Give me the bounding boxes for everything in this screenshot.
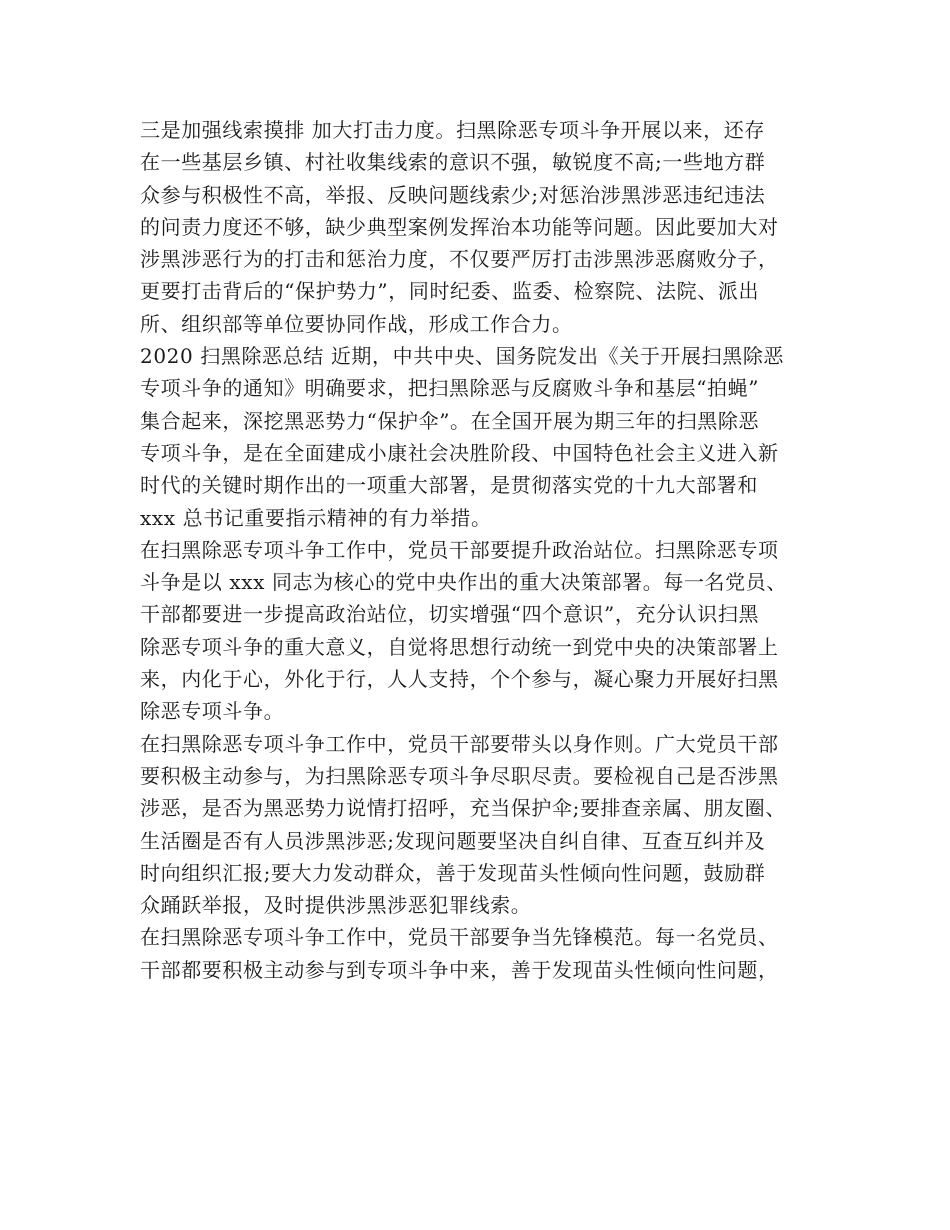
- text-line: xxx 总书记重要指示精神的有力举措。: [140, 505, 492, 530]
- text-line: 来，内化于心，外化于行，人人支持，个个参与，凝心聚力开展好扫黑: [140, 667, 779, 692]
- text-line: 专项斗争，是在全面建成小康社会决胜阶段、中国特色社会主义进入新: [140, 440, 779, 465]
- text-line: 涉黑涉恶行为的打击和惩治力度，不仅要严厉打击涉黑涉恶腐败分子，: [140, 247, 779, 272]
- text-line: 要积极主动参与，为扫黑除恶专项斗争尽职尽责。要检视自己是否涉黑: [140, 763, 779, 788]
- text-line: 干部都要进一步提高政治站位，切实增强“四个意识”，充分认识扫黑: [140, 602, 760, 627]
- text-line: 干部都要积极主动参与到专项斗争中来，善于发现苗头性倾向性问题，: [140, 957, 779, 982]
- document-body: [140, 114, 820, 986]
- text-line: 时向组织汇报;要大力发动群众，善于发现苗头性倾向性问题，鼓励群: [140, 860, 766, 885]
- text-line: 2020 扫黑除恶总结 近期，中共中央、国务院发出《关于开展扫黑除恶: [140, 344, 785, 369]
- text-line: 集合起来，深挖黑恶势力“保护伞”。在全国开展为期三年的扫黑除恶: [140, 408, 760, 433]
- text-line: 在一些基层乡镇、村社收集线索的意识不强，敏锐度不高;一些地方群: [140, 150, 766, 175]
- text-line: 三是加强线索摸排 加大打击力度。扫黑除恶专项斗争开展以来，还存: [140, 118, 765, 142]
- text-line: 在扫黑除恶专项斗争工作中，党员干部要提升政治站位。扫黑除恶专项: [140, 537, 779, 562]
- text-line: 的问责力度还不够，缺少典型案例发挥治本功能等问题。因此要加大对: [140, 214, 779, 239]
- text-line: 斗争是以 xxx 同志为核心的党中央作出的重大决策部署。每一名党员、: [140, 570, 787, 595]
- text-line: 在扫黑除恶专项斗争工作中，党员干部要带头以身作则。广大党员干部: [140, 731, 779, 756]
- text-line: 时代的关键时期作出的一项重大部署，是贯彻落实党的十九大部署和: [140, 473, 758, 498]
- text-line: 涉恶，是否为黑恶势力说情打招呼，充当保护伞;要排查亲属、朋友圈、: [140, 796, 786, 821]
- text-line: 众参与积极性不高，举报、反映问题线索少;对惩治涉黑涉恶违纪违法: [140, 182, 766, 207]
- paragraph-4: [140, 728, 820, 922]
- paragraph-2: [140, 340, 820, 534]
- text-line: 生活圈是否有人员涉黑涉恶;发现问题要坚决自纠自律、互查互纠并及: [140, 828, 766, 853]
- text-line: 所、组织部等单位要协同作战，形成工作合力。: [140, 311, 573, 336]
- text-line: 更要打击背后的“保护势力”，同时纪委、监委、检察院、法院、派出: [140, 279, 760, 304]
- paragraph-3: [140, 534, 820, 728]
- text-line: 除恶专项斗争的重大意义，自觉将思想行动统一到党中央的决策部署上: [140, 634, 779, 659]
- text-line: 专项斗争的通知》明确要求，把扫黑除恶与反腐败斗争和基层“拍蝇”: [140, 376, 760, 401]
- text-line: 众踊跃举报，及时提供涉黑涉恶犯罪线索。: [140, 893, 532, 918]
- paragraph-1: [140, 114, 820, 340]
- paragraph-5: [140, 921, 820, 986]
- text-line: 在扫黑除恶专项斗争工作中，党员干部要争当先锋模范。每一名党员、: [140, 925, 779, 950]
- text-line: 除恶专项斗争。: [140, 699, 285, 724]
